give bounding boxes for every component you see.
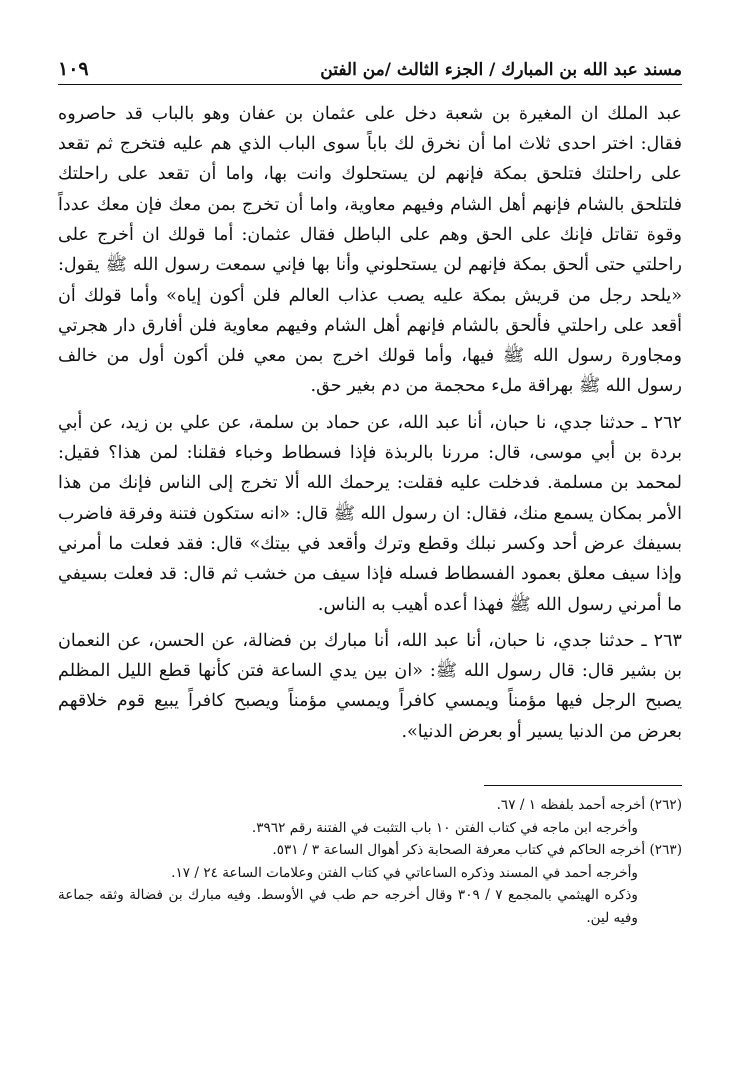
running-title: مسند عبد الله بن المبارك / الجزء الثالث /من الفتن xyxy=(320,60,682,81)
paragraph-hadith-263: ٢٦٣ ـ حدثنا جدي، نا حبان، أنا عبد الله، أنا مبارك بن فضالة، عن الحسن، عن النعمان بن بشير قال: قال رسول الله ﷺ: «ان بين يدي الساعة فتن كأنها قطع الليل المظلم يصبح الرجل فيها مؤمناً ويمسي كافراً ويمسي مؤمناً ويصبح كافراً يبيع قوم خلاقهم بعرض من الدنيا يسير أو بعرض الدنيا». xyxy=(58,630,682,742)
paragraph-hadith-262: ٢٦٢ ـ حدثنا جدي، نا حبان، أنا عبد الله، عن حماد بن سلمة، عن علي بن زيد، عن أبي بردة بن أبي موسى، قال: مررنا بالربذة فإذا فسطاط وخباء فقلنا: لمن هذا؟ فقيل: لمحمد بن مسلمة. فدخلت عليه فقلت: يرحمك الله ألا تخرج إلى الناس فإنك من هذا الأمر بمكان يسمع منك، فقال: ان رسول الله ﷺ قال: «انه ستكون فتنة وفرقة فاضرب بسيفك عرض أحد وكسر نبلك وقطع وترك وأقعد في بيتك» قال: فقد فعلت ما أمرني وإذا سيف معلق بعمود الفسطاط فسله فإذا سيف من خشب ثم قال: قد فعلت بسيفي ما أمرني رسول الله ﷺ فهذا أعده أهيب به الناس. xyxy=(58,412,682,615)
main-text xyxy=(58,99,682,747)
page-header xyxy=(58,58,682,85)
footnote-262: (٢٦٢) أخرجه أحمد بلفظه ١ / ٦٧. xyxy=(496,797,682,814)
footnote-divider xyxy=(484,785,682,786)
footnote-262-continued: وأخرجه ابن ماجه في كتاب الفتن ١٠ باب التثبت في الفتنة رقم ٣٩٦٢. xyxy=(251,819,638,836)
page-number: ١٠٩ xyxy=(58,58,89,80)
footnote-263: (٢٦٣) أخرجه الحاكم في كتاب معرفة الصحابة ذكر أهوال الساعة ٣ / ٥٣١. xyxy=(272,842,682,859)
footnote-263-haythami: وذكره الهيثمي بالمجمع ٧ / ٣٠٩ وقال أخرجه حم طب في الأوسط. وفيه مبارك بن فضالة وثقه جماعة وفيه لين. xyxy=(58,887,638,926)
footnotes-section xyxy=(58,785,682,929)
footnote-263-continued: وأخرجه أحمد في المسند وذكره الساعاتي في كتاب الفتن وعلامات الساعة ٢٤ / ١٧. xyxy=(171,864,638,881)
paragraph-continuation: عبد الملك ان المغيرة بن شعبة دخل على عثمان بن عفان وهو بالباب قد حاصروه فقال: اختر احدى ثلاث اما أن نخرق لك باباً سوى الباب الذي هم عليه فتخرج ثم تقعد على راحلتك فتلحق بمكة فإنهم لن يستحلوك وانت بها، واما أن تقعد على راحلتك فلتلحق بالشام فإنهم أهل الشام وفيهم معاوية، واما أن تخرج بمن معك فإن معك عدداً وقوة تقاتل فإنك على الحق وهم على الباطل فقال عثمان: أما قولك ان أخرج على راحلتي حتى ألحق بمكة فإنهم لن يستحلوني وأنا بها فإني سمعت رسول الله ﷺ يقول: «يلحد رجل من قريش بمكة عليه يصب عذاب العالم فلن أكون إياه» وأما قولك أن أقعد على راحلتي فألحق بالشام فإنهم أهل الشام وفيهم معاوية فلن أفارق دار هجرتي ومجاورة رسول الله ﷺ فيها، وأما قولك اخرج بمن معي فلن أكون أول من خالف رسول الله ﷺ بهراقة ملء محجمة من دم بغير حق. xyxy=(58,103,682,397)
